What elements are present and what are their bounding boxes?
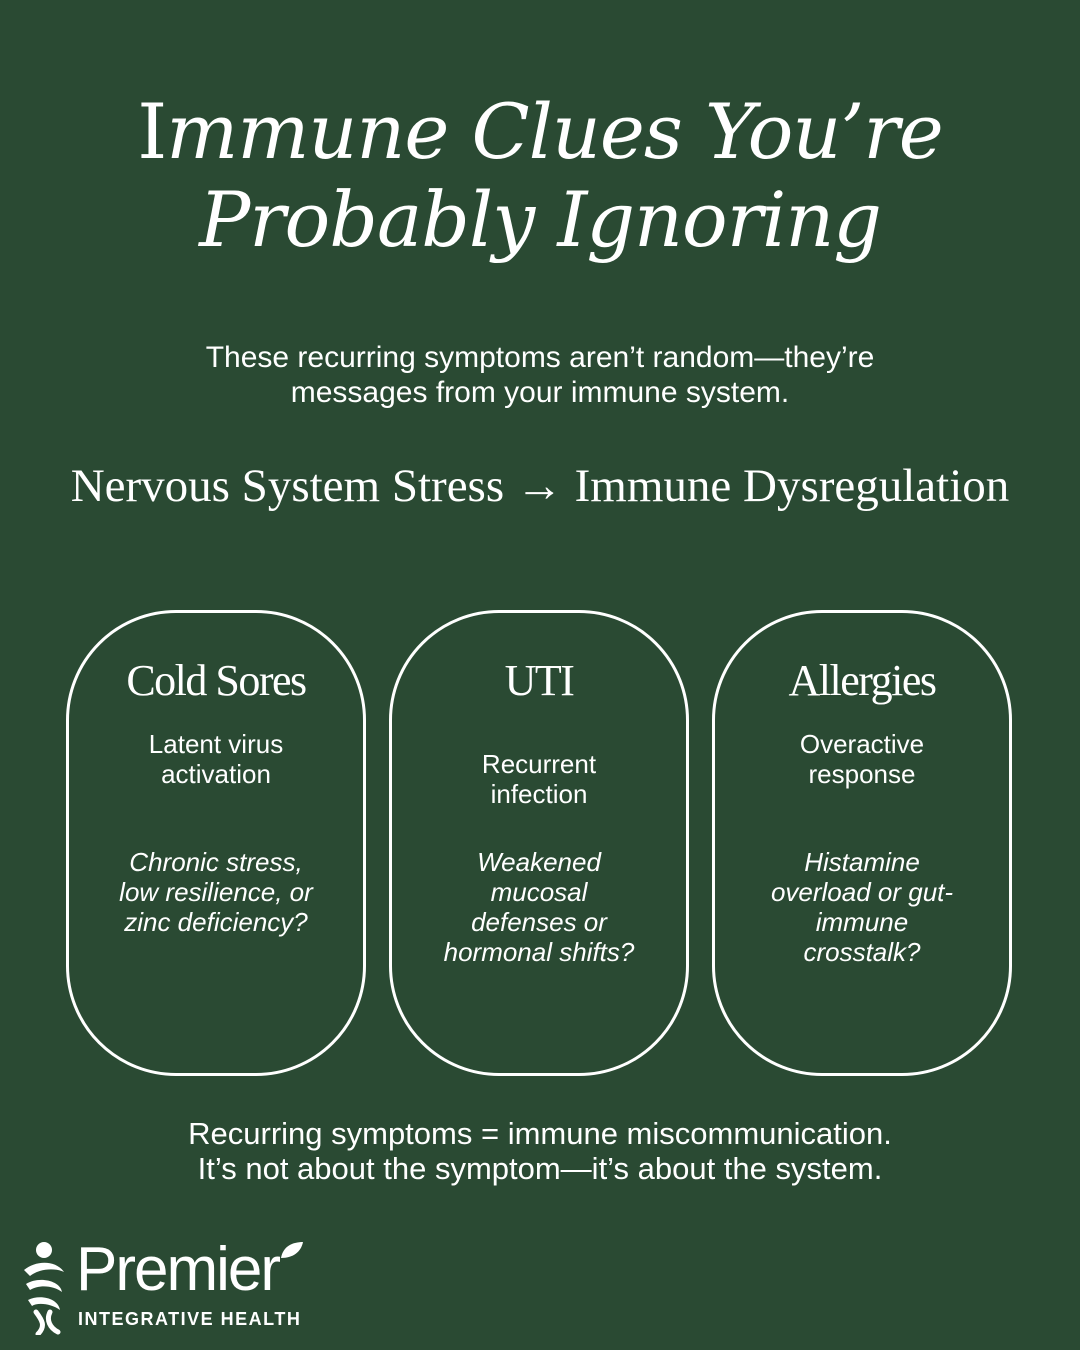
closing-statement xyxy=(90,1116,990,1186)
card-description-line: activation xyxy=(161,759,271,789)
title-initial: I xyxy=(137,87,167,176)
card-description-line: Recurrent xyxy=(481,749,597,779)
card-description xyxy=(735,729,989,789)
card-description-line: infection xyxy=(490,779,588,809)
title-line-2: Probably Ignoring xyxy=(199,175,881,264)
brand-name: Premier xyxy=(76,1235,280,1304)
title-line-1 xyxy=(0,88,1080,176)
card-description-line: response xyxy=(808,759,916,789)
card-question-line: Histamine xyxy=(804,847,920,877)
intro-line-2: messages from your immune system. xyxy=(290,376,790,409)
card-uti xyxy=(389,610,689,1076)
card-question-line: defenses or xyxy=(471,907,607,937)
card-title: Allergies xyxy=(788,656,936,705)
card-question-line: crosstalk? xyxy=(803,937,921,967)
closing-line-1: Recurring symptoms = immune miscommunication. xyxy=(188,1116,892,1151)
card-question-line: immune xyxy=(815,907,909,937)
card-question-line: hormonal shifts? xyxy=(443,937,635,967)
card-title: Cold Sores xyxy=(126,656,306,705)
card-description-line: Overactive xyxy=(799,729,925,759)
closing-line-2: It’s not about the symptom—it’s about the system. xyxy=(197,1151,883,1186)
title-line-1-rest: mmune Clues You’re xyxy=(166,87,943,176)
card-question-line: overload or gut- xyxy=(770,877,954,907)
card-cold-sores xyxy=(66,610,366,1076)
page-title xyxy=(0,88,1080,264)
intro-text xyxy=(140,340,940,410)
human-figure-leaf-logo-icon xyxy=(16,1240,74,1335)
card-question xyxy=(729,847,995,967)
brand-tagline: INTEGRATIVE HEALTH xyxy=(78,1309,302,1329)
card-allergies xyxy=(712,610,1012,1076)
card-question-line: Chronic stress, xyxy=(129,847,303,877)
card-question xyxy=(83,847,349,937)
intro-line-1: These recurring symptoms aren’t random—they’re xyxy=(205,341,875,374)
card-question-line: mucosal xyxy=(490,877,588,907)
card-question-line: zinc deficiency? xyxy=(124,907,308,937)
card-title: UTI xyxy=(504,656,574,705)
card-description xyxy=(89,729,343,789)
card-description-line: Latent virus xyxy=(148,729,284,759)
card-question-line: low resilience, or xyxy=(119,877,313,907)
card-question-line: Weakened xyxy=(477,847,601,877)
brand-logo xyxy=(16,1235,336,1335)
card-description xyxy=(412,749,666,809)
card-question xyxy=(406,847,672,967)
leaf-icon xyxy=(279,1240,305,1260)
stress-flow-heading: Nervous System Stress → Immune Dysregulation xyxy=(70,460,1010,512)
